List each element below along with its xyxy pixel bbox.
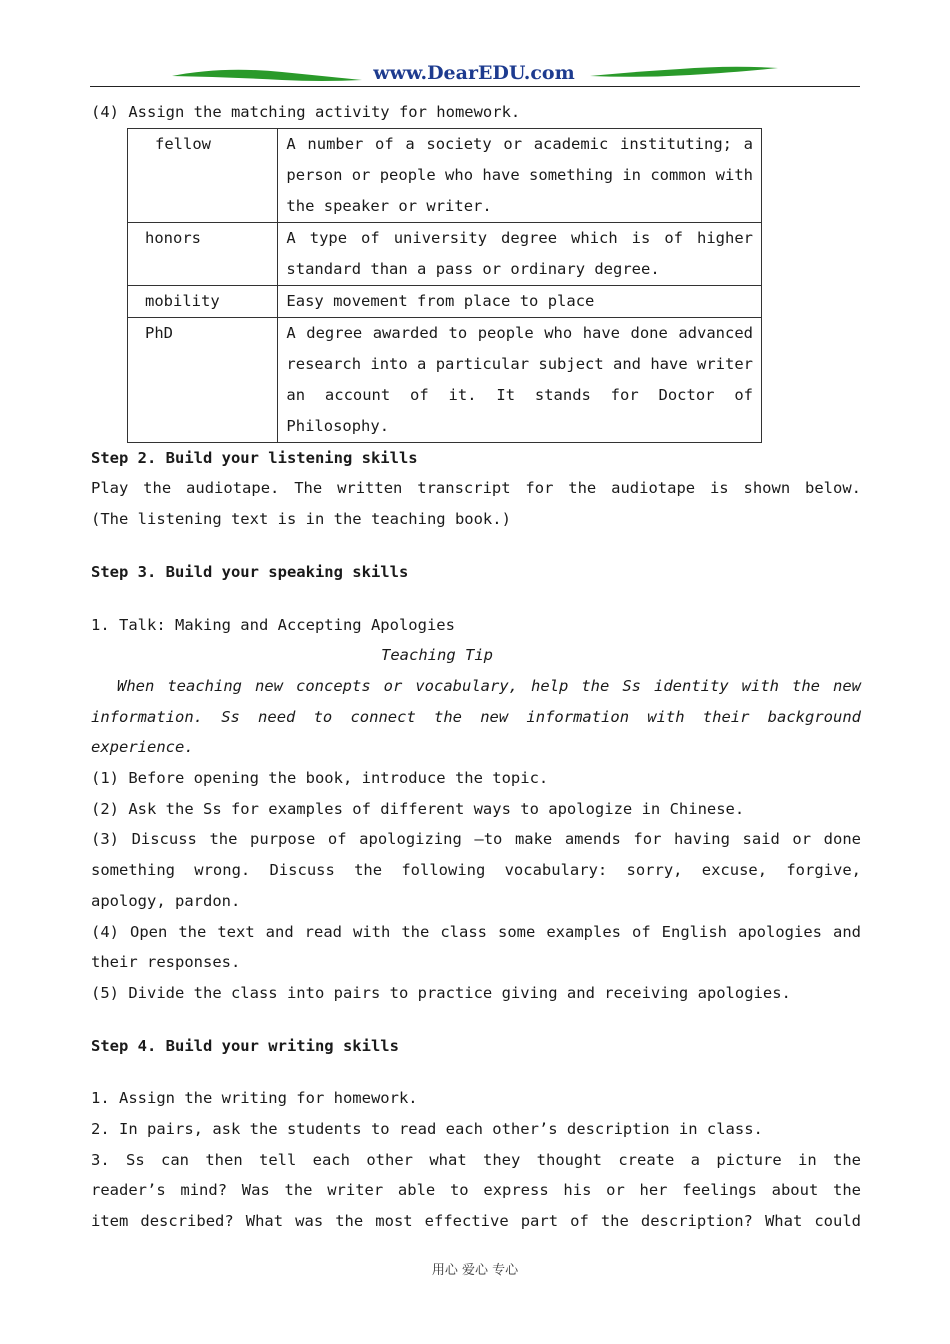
- step2-line-1: Play the audiotape. The written transcript for the audiotape is shown below.: [91, 479, 861, 498]
- vocab-definition: [278, 285, 762, 317]
- table-row: [128, 285, 762, 317]
- list-item-line: (1) Before opening the book, introduce the topic.: [91, 769, 549, 788]
- table-row: [128, 222, 762, 285]
- tip-line-3: experience.: [91, 738, 194, 757]
- definition-line: A degree awarded to people who have done advanced: [286, 323, 753, 342]
- definition-line: an account of it. It stands for Doctor of: [286, 385, 753, 404]
- list-item-line: reader’s mind? Was the writer able to express his or her feelings about the: [91, 1181, 861, 1200]
- teaching-tip-title: Teaching Tip: [381, 646, 493, 665]
- list-item-line: item described? What was the most effective part of the description? What could: [91, 1212, 861, 1231]
- definition-line: research into a particular subject and have writer: [286, 354, 753, 373]
- vocab-word: mobility: [128, 285, 278, 317]
- vocab-word: fellow: [128, 128, 278, 222]
- list-item-line: apology, pardon.: [91, 891, 241, 910]
- vocab-word: honors: [128, 222, 278, 285]
- list-item-line: something wrong. Discuss the following vocabulary: sorry, excuse, forgive,: [91, 861, 861, 880]
- definition-line: Easy movement from place to place: [286, 291, 595, 310]
- list-item-line: (3) Discuss the purpose of apologizing –to make amends for having said or done: [91, 830, 861, 849]
- list-item-line: 2. In pairs, ask the students to read each other’s description in class.: [91, 1120, 763, 1139]
- list-item-line: (2) Ask the Ss for examples of different ways to apologize in Chinese.: [91, 799, 745, 818]
- list-item-line: 1. Assign the writing for homework.: [91, 1089, 418, 1108]
- list-item-line: (5) Divide the class into pairs to practice giving and receiving apologies.: [91, 983, 791, 1002]
- step3-items: [91, 763, 861, 1009]
- list-item-line: their responses.: [91, 953, 241, 972]
- definition-line: A number of a society or academic instituting; a: [286, 134, 753, 153]
- definition-line: A type of university degree which is of higher: [286, 228, 753, 247]
- page-header: [90, 60, 860, 90]
- tip-line-1: When teaching new concepts or vocabulary, help the Ss identity with the new: [91, 676, 861, 695]
- vocab-word: PhD: [128, 317, 278, 442]
- step3-heading: Step 3. Build your speaking skills: [91, 562, 409, 581]
- table-row: [128, 128, 762, 222]
- vocab-definition: [278, 222, 762, 285]
- tip-line-2: information. Ss need to connect the new information with their background: [91, 707, 861, 726]
- list-item-line: 3. Ss can then tell each other what they thought create a picture in the: [91, 1150, 861, 1169]
- header-rule: [90, 86, 860, 87]
- talk-title: 1. Talk: Making and Accepting Apologies: [91, 615, 455, 634]
- page-footer: 用心 爱心 专心: [431, 1263, 519, 1278]
- vocab-definition: [278, 317, 762, 442]
- step2-line-2: (The listening text is in the teaching book.): [91, 510, 511, 529]
- step4-items: [91, 1083, 861, 1237]
- step2-heading: Step 2. Build your listening skills: [91, 448, 418, 467]
- definition-line: person or people who have something in common with: [286, 165, 753, 184]
- document-body: [91, 97, 861, 1237]
- step4-heading: Step 4. Build your writing skills: [91, 1036, 399, 1055]
- definition-line: the speaker or writer.: [286, 196, 492, 215]
- vocabulary-matching-table: [127, 128, 762, 443]
- vocab-definition: [278, 128, 762, 222]
- green-swoosh-right-icon: [590, 64, 778, 80]
- list-item-line: (4) Open the text and read with the class some examples of English apologies and: [91, 922, 861, 941]
- definition-line: standard than a pass or ordinary degree.: [286, 259, 660, 278]
- assign-matching-line: (4) Assign the matching activity for homework.: [91, 103, 521, 121]
- green-swoosh-left-icon: [172, 68, 362, 84]
- definition-line: Philosophy.: [286, 416, 390, 435]
- site-logo-text: www.DearEDU.com: [373, 62, 575, 84]
- table-row: [128, 317, 762, 442]
